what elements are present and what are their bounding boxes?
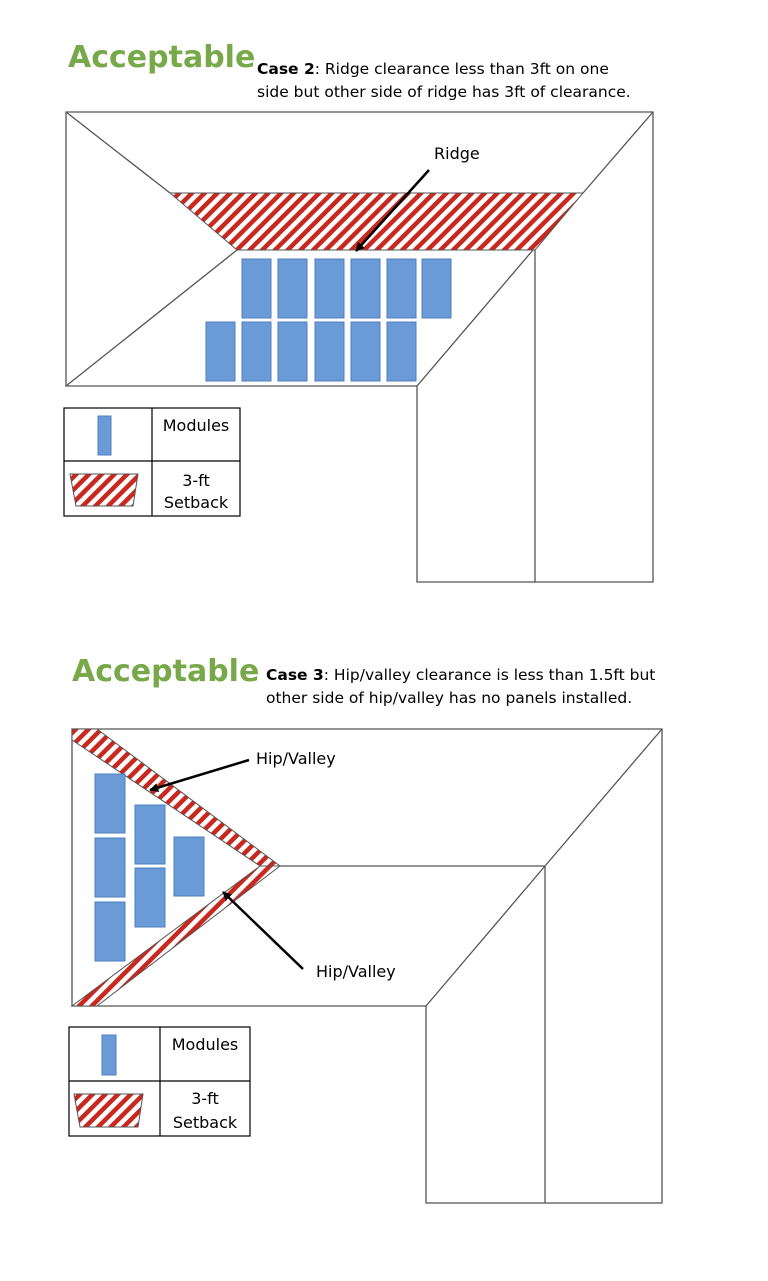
- case-2-module: [242, 259, 271, 318]
- case-2-module: [422, 259, 451, 318]
- case-2-module: [351, 259, 380, 318]
- case-2-module: [387, 259, 416, 318]
- case-3-module: [135, 868, 165, 927]
- case-3-legend-modules-label: Modules: [171, 1035, 239, 1054]
- case-3-status-heading: Acceptable: [72, 654, 260, 689]
- case-2-legend-setback-line2: Setback: [163, 493, 229, 512]
- case-2-hip-line-left-top: [66, 112, 170, 193]
- case-3-module: [95, 774, 125, 833]
- case-3-valley-line: [426, 866, 545, 1006]
- case-3-legend-setback-line2: Setback: [172, 1113, 238, 1132]
- case-3-hip-valley-label-lower: Hip/Valley: [316, 962, 396, 981]
- case-3-module: [95, 838, 125, 897]
- case-2-roof-diagram: [0, 0, 768, 620]
- case-3-label: Case 3: [266, 666, 324, 684]
- case-2-legend-setback-swatch: [70, 474, 138, 506]
- case-2-legend-setback-line1: 3-ft: [182, 471, 210, 490]
- case-2-legend-modules-label: Modules: [162, 416, 230, 435]
- case-3-legend: [69, 1027, 250, 1136]
- case-2-legend: [64, 408, 240, 516]
- case-2-module: [278, 259, 307, 318]
- case-2-modules: [206, 259, 451, 381]
- case-3-upper-callout-arrow: [150, 760, 249, 790]
- case-3-caption-text1: : Hip/valley clearance is less than 1.5ft but: [323, 666, 656, 684]
- case-2-caption-text1: : Ridge clearance less than 3ft on one: [314, 60, 609, 78]
- case-3-lower-callout-arrow: [223, 892, 303, 969]
- case-2-module: [278, 322, 307, 381]
- case-2-panel: [0, 0, 768, 620]
- case-2-hip-line-right-top: [583, 112, 653, 193]
- case-2-module: [315, 259, 344, 318]
- case-3-legend-setback-line1: 3-ft: [191, 1089, 219, 1108]
- case-2-module: [242, 322, 271, 381]
- case-2-module: [315, 322, 344, 381]
- case-2-module: [351, 322, 380, 381]
- case-3-hip-line-right-top: [545, 729, 662, 866]
- case-3-module: [95, 902, 125, 961]
- case-2-legend-module-swatch: [98, 416, 111, 455]
- case-3-caption-line2: other side of hip/valley has no panels installed.: [266, 689, 633, 707]
- case-3-hip-valley-label-upper: Hip/Valley: [256, 749, 336, 768]
- case-2-ridge-setback: [170, 193, 583, 250]
- case-2-ridge-label: Ridge: [434, 144, 480, 163]
- case-2-module: [206, 322, 235, 381]
- case-3-module: [174, 837, 204, 896]
- case-3-legend-setback-swatch: [74, 1094, 143, 1127]
- case-2-label: Case 2: [257, 60, 315, 78]
- case-3-legend-module-swatch: [102, 1035, 116, 1075]
- case-3-roof-diagram: [0, 620, 768, 1281]
- case-3-panel: [0, 620, 768, 1281]
- case-2-status-heading: Acceptable: [68, 40, 256, 75]
- case-2-module: [387, 322, 416, 381]
- case-3-module: [135, 805, 165, 864]
- case-2-caption-line2: side but other side of ridge has 3ft of clearance.: [257, 83, 631, 101]
